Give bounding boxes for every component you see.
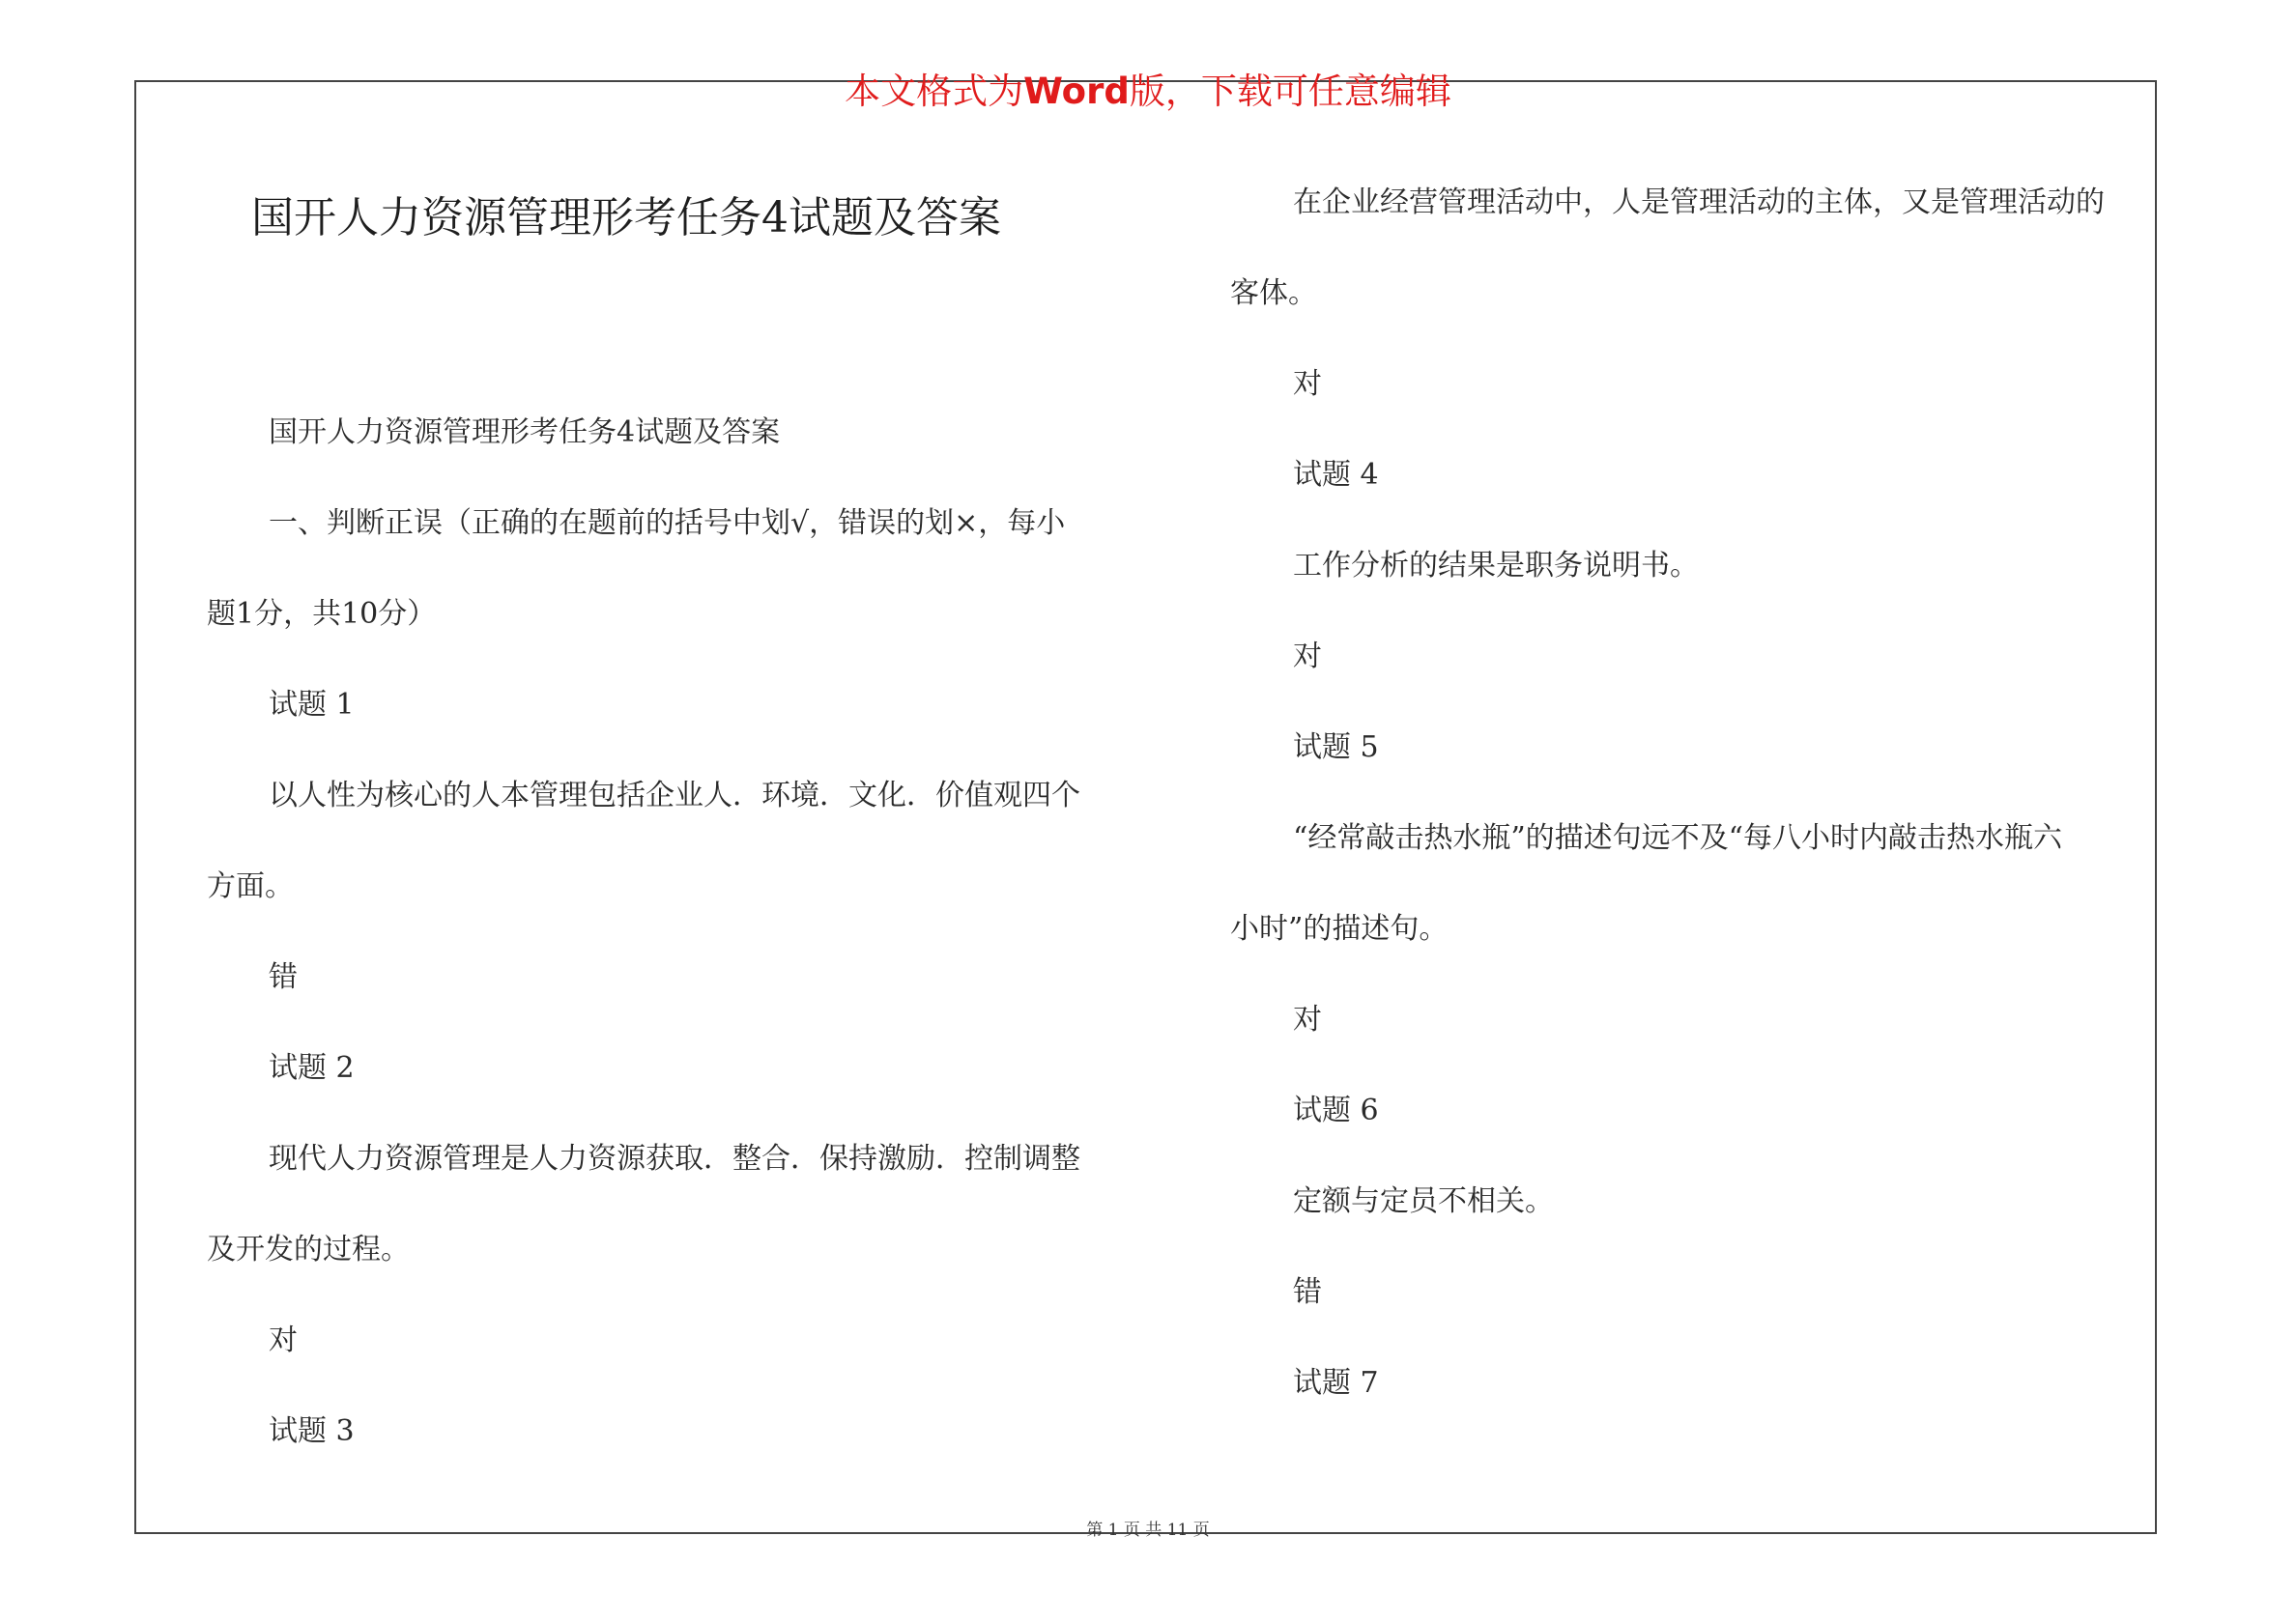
right-line: 试题 7 [1293,1366,1379,1400]
left-line: 题1分，共10分） [207,597,437,631]
left-line: 现代人力资源管理是人力资源获取．整合．保持激励．控制调整 [269,1142,1080,1176]
right-line: 对 [1293,367,1322,401]
right-line: 错 [1293,1275,1322,1309]
left-line: 试题 2 [269,1051,355,1085]
right-line: 客体。 [1230,276,1317,310]
banner-suffix: 版，下载可任意编辑 [1129,71,1451,112]
right-line: “经常敲击热水瓶”的描述句远不及“每八小时内敲击热水瓶六 [1293,821,2063,855]
right-line: 工作分析的结果是职务说明书。 [1293,549,1699,583]
left-line: 国开人力资源管理形考任务4试题及答案 [269,415,781,449]
left-line: 方面。 [207,869,294,903]
document-title: 国开人力资源管理形考任务4试题及答案 [251,193,1001,242]
right-line: 小时”的描述句。 [1230,912,1449,946]
left-line: 对 [269,1323,298,1357]
left-line: 及开发的过程。 [207,1233,410,1266]
left-line: 试题 1 [269,688,355,722]
page-number: 第 1 页 共 11 页 [1086,1521,1210,1540]
right-line: 定额与定员不相关。 [1293,1184,1554,1218]
left-line: 试题 3 [269,1414,355,1448]
right-line: 试题 5 [1293,730,1379,764]
editable-banner [0,70,2296,114]
left-line: 错 [269,960,298,994]
banner-prefix: 本文格式为 [845,71,1024,112]
right-line: 试题 4 [1293,458,1379,492]
right-line: 对 [1293,1003,1322,1037]
left-line: 以人性为核心的人本管理包括企业人．环境．文化．价值观四个 [269,779,1080,812]
left-line: 一、判断正误（正确的在题前的括号中划√，错误的划×，每小 [269,506,1066,540]
right-line: 试题 6 [1293,1094,1379,1127]
right-line: 对 [1293,640,1322,673]
banner-word: Word [1023,71,1130,112]
right-line: 在企业经营管理活动中，人是管理活动的主体，又是管理活动的 [1293,185,2105,219]
